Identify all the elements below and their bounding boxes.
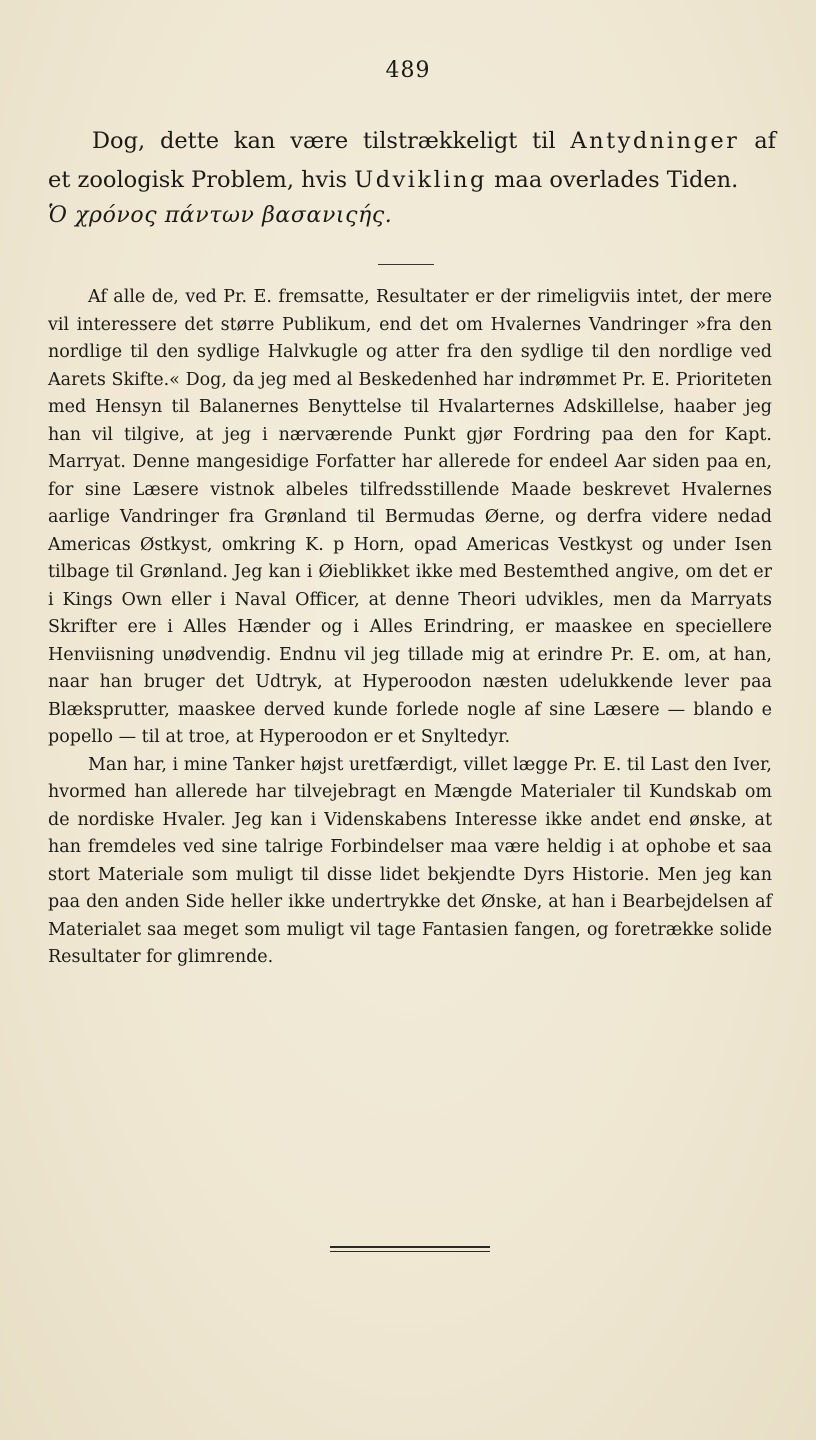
end-rule — [330, 1246, 490, 1252]
paragraph-2: Man har, i mine Tanker højst uretfærdigt, villet lægge Pr. E. til Last den Iver, hvormed han allerede har tilvejebragt en Mængde Materialer til Kundskab om de nordiske Hvaler. Jeg kan i Videnskabens Interesse ikke andet end ønske, at han fremdeles ved sine talrige Forbindelser maa være heldig i at ophobe et saa stort Materiale som muligt til disse lidet bekjendte Dyrs Historie. Men jeg kan paa den anden Side heller ikke undertrykke det Ønske, at han i Bearbejdelsen af Materialet saa meget som muligt vil tage Fantasien fangen, og foretrække solide Resultater for glimrende. — [48, 754, 772, 967]
section-divider — [378, 264, 434, 265]
intro-line-1-end: af — [739, 128, 776, 154]
intro-line-2-text: et zoologisk Problem, hvis — [48, 167, 355, 193]
paragraph-1: Af alle de, ved Pr. E. fremsatte, Resultater er der rimeligviis intet, der mere vil interessere det større Publikum, end det om Hvalernes Vandringer »fra den nordlige til den sydlige Halvkugle og atter fra den sydlige til den nordlige ved Aarets Skifte.« Dog, da jeg med al Beskedenhed har indrømmet Pr. E. Prioriteten med Hensyn til Balanernes Benyttelse til Hvalarternes Adskillelse, haaber jeg han vil tilgive, at jeg i nærværende Punkt gjør Fordring paa den for Kapt. Marryat. Denne mangesidige Forfatter har allerede for endeel Aar siden paa en, for sine Læsere vistnok albeles tilfredsstillende Maade beskrevet Hvalernes aarlige Vandringer fra Grønland til Bermudas Øerne, og derfra videre nedad Americas Østkyst, omkring K. p Horn, opad Americas Vestkyst og under Isen tilbage til Grønland. Jeg kan i Øieblikket ikke med Bestemthed angive, om det er i Kings Own eller i Naval Officer, at denne Theori udvikles, men da Marryats Skrifter ere i Alles Hænder og i Alles Erindring, er maaskee en speciellere Henviisning unødvendig. Endnu vil jeg tillade mig at erindre Pr. E. om, at han, naar han bruger det Udtryk, at Hyperoodon næsten udelukkende lever paa Blæksprutter, maaskee derved kunde forlede nogle af sine Læsere — blando e popello — til at troe, at Hyperoodon er et Snyltedyr. — [48, 287, 772, 747]
body-text — [48, 284, 772, 972]
intro-line-2-end: maa overlades Tiden. — [486, 167, 739, 193]
emphasis-udvikling: Udvikling — [354, 167, 487, 193]
emphasis-antydninger: Antydninger — [570, 128, 740, 154]
intro-line-2 — [48, 161, 776, 200]
intro-paragraph — [48, 122, 776, 200]
greek-epigraph: Ὁ χρόνος πάντων βασανιςής. — [48, 203, 393, 228]
intro-line-1-text: Dog, dette kan være tilstrækkeligt til — [92, 128, 571, 154]
page-number: 489 — [385, 58, 431, 83]
intro-line-1 — [48, 122, 776, 161]
